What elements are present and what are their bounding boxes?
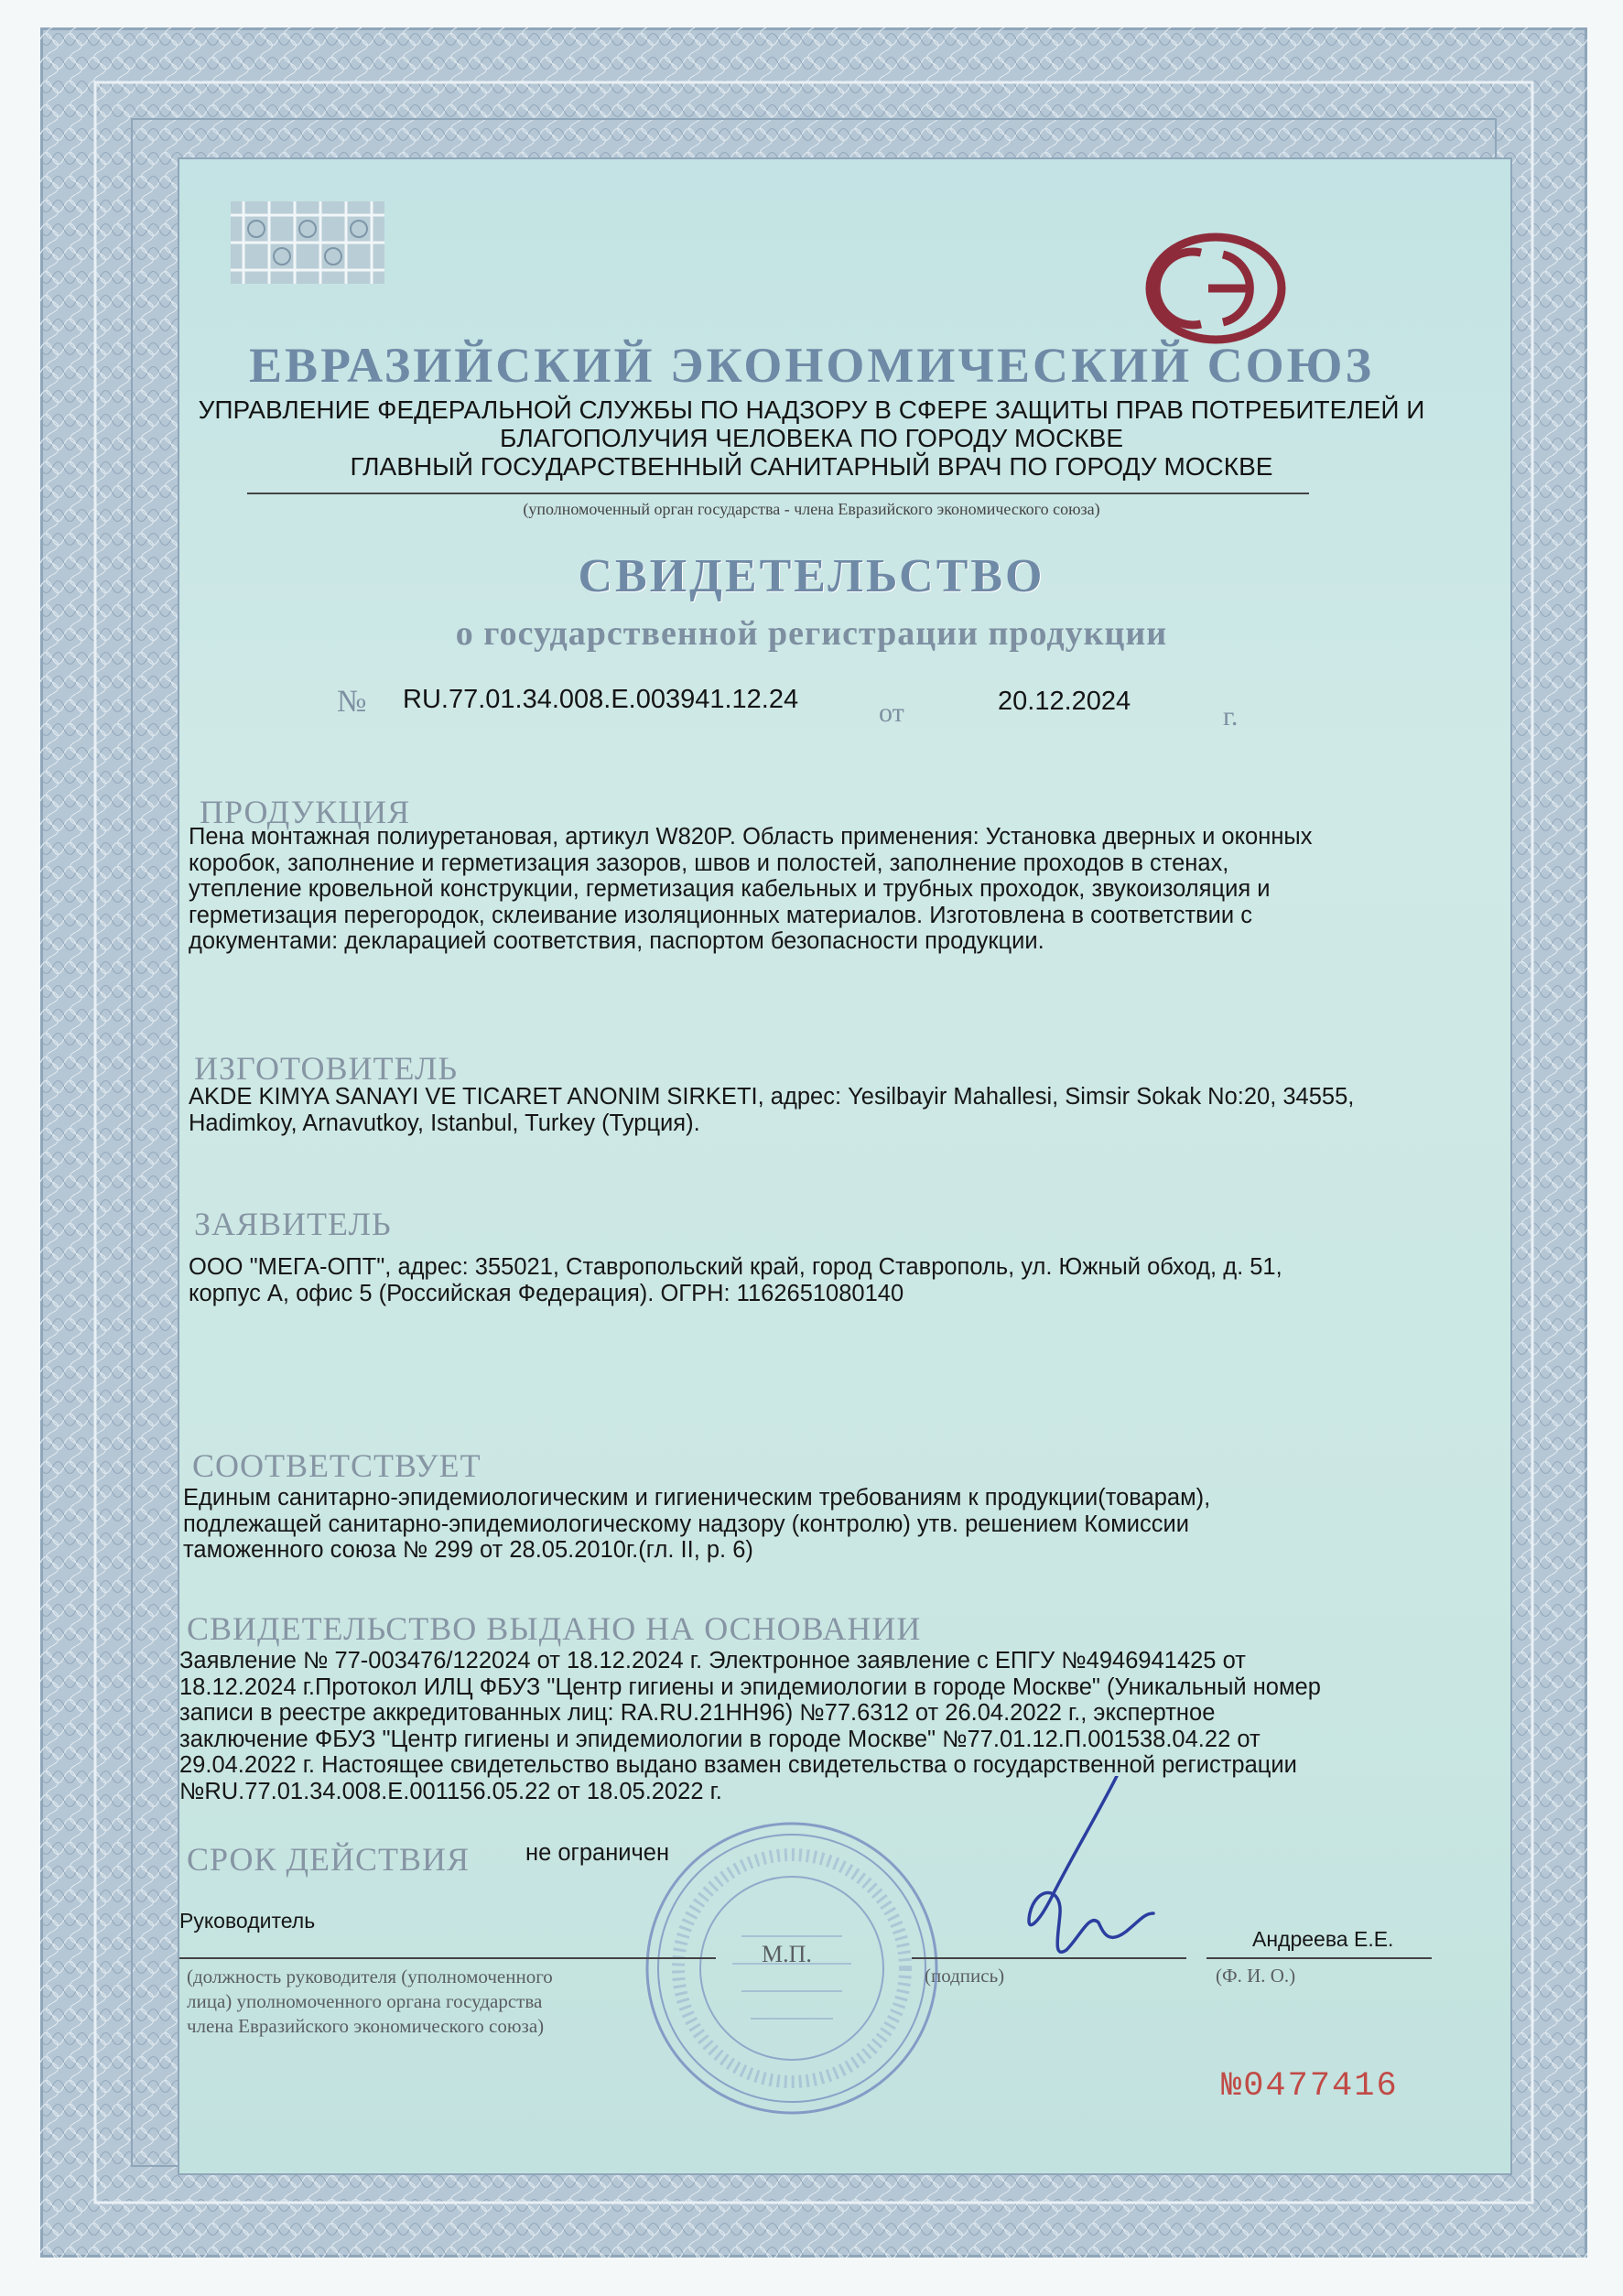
- signatory-name: Андреева Е.Е.: [1252, 1927, 1394, 1951]
- certificate-date: 20.12.2024: [998, 687, 1131, 716]
- product-label: ПРОДУКЦИЯ: [200, 794, 411, 830]
- year-label: г.: [1223, 701, 1239, 731]
- signature-caption: (подпись): [925, 1965, 1005, 1987]
- complies-text: [183, 1485, 1210, 1564]
- position-caption: [187, 1965, 553, 2039]
- security-pattern-icon: [231, 201, 384, 284]
- authority-underline: [247, 493, 1309, 494]
- stamp-label: М.П.: [762, 1941, 812, 1967]
- applicant-label: ЗАЯВИТЕЛЬ: [194, 1206, 392, 1242]
- position-caption-line: члена Евразийского экономического союза): [187, 2015, 545, 2037]
- validity-label: СРОК ДЕЙСТВИЯ: [187, 1841, 471, 1878]
- basis-line: №RU.77.01.34.008.Е.001156.05.22 от 18.05.2022 г.: [179, 1778, 722, 1804]
- manufacturer-line: AKDE KIMYA SANAYI VE TICARET ANONIM SIRKETI, адрес: Yesilbayir Mahallesi, Simsir Sokak No:20, 34555,: [189, 1084, 1355, 1110]
- authority-line-3: ГЛАВНЫЙ ГОСУДАРСТВЕННЫЙ САНИТАРНЫЙ ВРАЧ ПО ГОРОДУ МОСКВЕ: [350, 452, 1273, 481]
- number-label: №: [337, 685, 367, 719]
- authority-note: (уполномоченный орган государства - члена Евразийского экономического союза): [523, 500, 1100, 518]
- official-stamp-icon: [641, 1817, 943, 2119]
- serial-prefix: №: [1221, 2067, 1244, 2106]
- applicant-line: ООО "МЕГА-ОПТ", адрес: 355021, Ставропольский край, город Ставрополь, ул. Южный обход, д. 51,: [189, 1254, 1282, 1280]
- manufacturer-text: [189, 1084, 1354, 1136]
- complies-line: подлежащей санитарно-эпидемиологическому надзору (контролю) утв. решением Комиссии: [183, 1511, 1190, 1537]
- manufacturer-line: Hadimkoy, Arnavutkoy, Istanbul, Turkey (Турция).: [189, 1110, 700, 1136]
- basis-line: 18.12.2024 г.Протокол ИЛЦ ФБУЗ "Центр гигиены и эпидемиологии в городе Москве" (Уникальный номер: [179, 1673, 1321, 1700]
- validity-value: не ограничен: [525, 1840, 670, 1866]
- serial-number: [1221, 2067, 1399, 2106]
- position-underline: [179, 1957, 716, 1959]
- product-line: коробок, заполнение и герметизация зазоров, швов и полостей, заполнение проходов в стенах,: [189, 850, 1229, 876]
- position-caption-line: (должность руководителя (уполномоченного: [187, 1966, 553, 1987]
- product-line: герметизация перегородок, склеивание изоляционных материалов. Изготовлена в соответствии с: [189, 902, 1252, 928]
- product-line: утепление кровельной конструкции, герметизация кабельных и трубных проходок, звукоизоляция и: [189, 876, 1271, 902]
- basis-line: заключение ФБУЗ "Центр гигиены и эпидемиологии в городе Москве" №77.01.12.П.001538.04.22 от: [179, 1726, 1261, 1752]
- name-caption: (Ф. И. О.): [1216, 1965, 1296, 1987]
- registration-logo-icon: [1144, 231, 1287, 346]
- signature-icon: [989, 1776, 1163, 1977]
- product-text: [189, 824, 1312, 955]
- union-title: ЕВРАЗИЙСКИЙ ЭКОНОМИЧЕСКИЙ СОЮЗ: [249, 338, 1374, 393]
- complies-label: СООТВЕТСТВУЕТ: [192, 1447, 481, 1484]
- authority-line-1: УПРАВЛЕНИЕ ФЕДЕРАЛЬНОЙ СЛУЖБЫ ПО НАДЗОРУ В СФЕРЕ ЗАЩИТЫ ПРАВ ПОТРЕБИТЕЛЕЙ И: [198, 395, 1425, 424]
- basis-line: 29.04.2022 г. Настоящее свидетельство выдано взамен свидетельства о государственной регистрации: [179, 1752, 1297, 1778]
- position-title: Руководитель: [179, 1909, 316, 1933]
- name-underline: [1206, 1957, 1432, 1959]
- certificate-title: СВИДЕТЕЛЬСТВО: [578, 550, 1045, 602]
- signature-underline: [912, 1957, 1186, 1959]
- manufacturer-label: ИЗГОТОВИТЕЛЬ: [194, 1050, 459, 1087]
- serial-digits: 0477416: [1243, 2067, 1399, 2106]
- basis-line: Заявление № 77-003476/122024 от 18.12.2024 г. Электронное заявление с ЕПГУ №4946941425 от: [179, 1648, 1246, 1673]
- applicant-text: [189, 1254, 1282, 1306]
- product-line: Пена монтажная полиуретановая, артикул W820P. Область применения: Установка дверных и оконных: [189, 824, 1313, 850]
- basis-line: записи в реестре аккредитованных лиц: RA.RU.21НН96) №77.6312 от 26.04.2022 г., экспертное: [179, 1700, 1216, 1726]
- certificate-subtitle: о государственной регистрации продукции: [455, 614, 1168, 653]
- complies-line: таможенного союза № 299 от 28.05.2010г.(гл. II, р. 6): [183, 1537, 753, 1563]
- basis-label: СВИДЕТЕЛЬСТВО ВЫДАНО НА ОСНОВАНИИ: [187, 1610, 922, 1647]
- complies-line: Единым санитарно-эпидемиологическим и гигиеническим требованиям к продукции(товарам),: [183, 1485, 1211, 1511]
- applicant-line: корпус А, офис 5 (Российская Федерация). ОГРН: 1162651080140: [189, 1280, 904, 1306]
- certificate-number: RU.77.01.34.008.Е.003941.12.24: [403, 685, 799, 714]
- product-line: документами: декларацией соответствия, паспортом безопасности продукции.: [189, 928, 1044, 954]
- date-label: от: [879, 698, 904, 728]
- authority-line-2: БЛАГОПОЛУЧИЯ ЧЕЛОВЕКА ПО ГОРОДУ МОСКВЕ: [499, 424, 1124, 452]
- position-caption-line: лица) уполномоченного органа государства: [187, 1990, 543, 2012]
